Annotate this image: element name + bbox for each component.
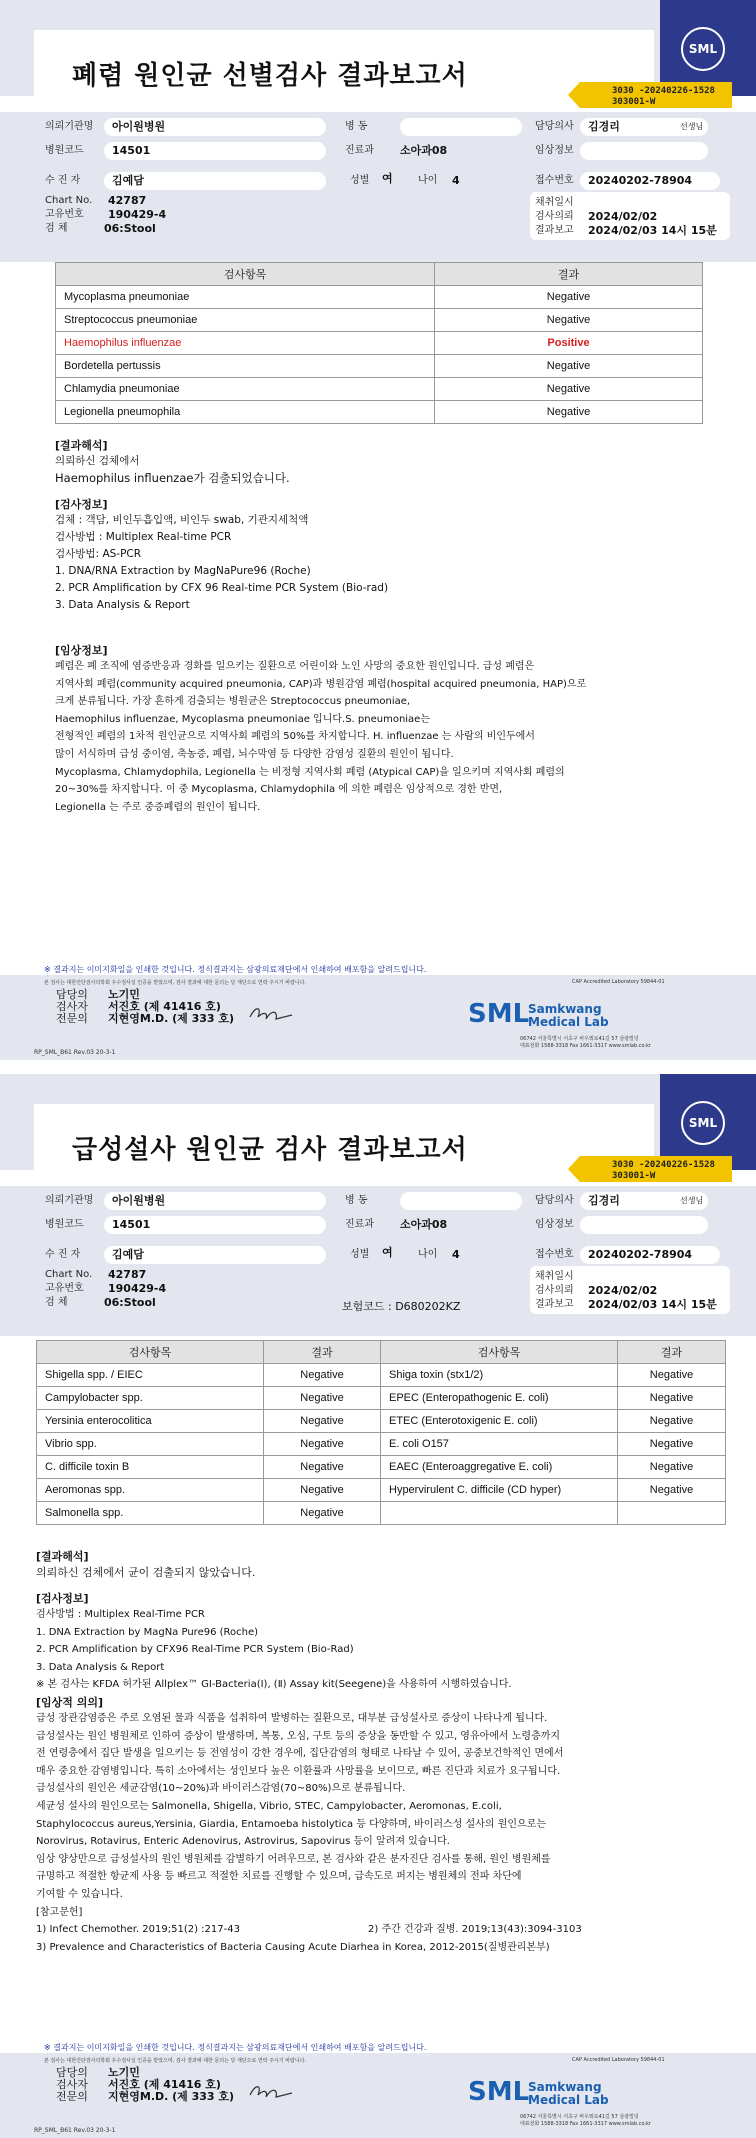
doctor-value: 김경리 <box>580 1192 708 1210</box>
patient-info-panel: 의뢰기관명 아이원병원 병 동 담당의사 김경리 선생님 병원코드 14501 진료과 소아과08 임상정보 수 진 자 김예담 성별 여 나이 4 접수번호 20240202-78904 Chart No. 42787 고유번호 190429-4 검 체 06:Stool 보험코드 : D680202KZ 채취일시 검사의뢰 2024/02/02 결과보고 2024/02/03 14시 15분 <box>0 1186 756 1336</box>
report-page-1 <box>0 0 756 1060</box>
chart-value: 42787 <box>108 1268 147 1281</box>
table-row: Bordetella pertussis Negative <box>56 355 703 378</box>
ward-value <box>400 118 522 136</box>
table-row: Salmonella spp. Negative <box>37 1502 726 1525</box>
table-row: Legionella pneumophila Negative <box>56 401 703 424</box>
sml-logo-icon: SML <box>681 27 725 71</box>
sex-value: 여 <box>382 1246 393 1259</box>
table-row: Aeromonas spp. Negative Hypervirulent C. difficile (CD hyper) Negative <box>37 1479 726 1502</box>
result-table <box>36 1340 726 1525</box>
unique-value: 190429-4 <box>108 208 167 221</box>
report-code-badge: 3030 -20240226-1528 303001-W <box>580 1156 732 1182</box>
dept-value: 소아과08 <box>400 1218 448 1231</box>
hospcode-value: 14501 <box>104 142 326 160</box>
table-row: Streptococcus pneumoniae Negative <box>56 309 703 332</box>
age-value: 4 <box>452 174 460 187</box>
table-row: Mycoplasma pneumoniae Negative <box>56 286 703 309</box>
signature-icon <box>246 1003 296 1025</box>
test-info-section: [검사정보] 검사방법 : Multiplex Real-Time PCR 1. DNA Extraction by MagNa Pure96 (Roche) 2. PCR Amplification by CFX96 Real-Time PCR System (Bio-Rad) 3. Data Analysis & Report ※ 본 검사는 KFDA 허가된 Allplex™ GI-Bacteria(Ⅰ), (Ⅱ) Assay kit(Seegene)을 사용하여 시행하였습니다. [임상적 의의] 급성 장관감염증은 주로 오염된 물과 식품을 섭취하여 발병하는 질환으로, 대부분 급성설사로 증상이 나타나게 됩니다. 급성설사는 원인 병원체로 인하여 증상이 발생하며, 복통, 오심, 구토 등의 증상을 동반할 수 있고, 영유아에서 노령층까지 전 연령층에서 집단 발생을 일으키는 등 전염성이 강한 경우에, 집단감염의 형태로 나타날 수 있어, 공중보건학적인 면에서 매우 중요한 감염병입니다. 특히 소아에서는 성인보다 높은 이환률과 사망률을 보이므로, 빠른 진단과 치료가 요구됩니다. 급성설사의 원인은 세균감염(10~20%)과 바이러스감염(70~80%)으로 분류됩니다. 세균성 설사의 원인으로는 Salmonella, Shigella, Vibrio, STEC, Campylobacter, Aeromonas, E.coli, Staphylococcus aureus,Yersinia, Giardia, Entamoeba histolytica 등 다양하며, 바이러스성 설사의 원인으로는 Norovirus, Rotavirus, Enteric Adenovirus, Astrovirus, Sapovirus 등이 알려져 있습니다. 임상 양상만으로 급성설사의 원인 병원체를 감별하기 어려우므로, 본 검사와 같은 분자진단 검사를 통해, 원인 병원체를 규명하고 적절한 항균제 사용 등 빠르고 적절한 치료를 진행할 수 있으며, 급속도로 퍼지는 병원체의 전파 차단에 기여할 수 있습니다. [참고문헌] 1) Infect Chemother. 2019;51(2) :217-43 2) 주간 건강과 질병. 2019;13(43):3094-3103 3) Prevalence and Characteristics of Bacteria Causing Acute Diarhea in Korea, 2012-2015(질병관리본부) <box>36 1592 582 1953</box>
insurance-code: 보험코드 : D680202KZ <box>342 1300 461 1313</box>
receiver-value: 김예담 <box>104 1246 326 1264</box>
age-value: 4 <box>452 1248 460 1261</box>
receipt-value: 20240202-78904 <box>580 1246 720 1264</box>
table-header-row: 검사항목 결과 검사항목 결과 <box>37 1341 726 1364</box>
report-page-2 <box>0 1074 756 2138</box>
report-title: 폐렴 원인균 선별검사 결과보고서 <box>72 61 468 91</box>
unique-value: 190429-4 <box>108 1282 167 1295</box>
report-date: 2024/02/03 14시 15분 <box>588 1298 717 1311</box>
report-footer: 본 검사는 대한진단검사의학회 우수검사실 인증을 받았으며, 검사 결과에 대한 문의는 당 재단으로 연락 주시기 바랍니다. CAP Accredited Laboratory 59844-01 담당의 노기민 검사자 서진호 (제 41416 호) 전문의 지현영M.D. (제 333 호) SML Samkwang Medical Lab 06742 서울특별시 서초구 바우뫼로41길 57 삼광빌딩 대표전화 1588-3318 Fax 1661-3317 www.smlab.co.kr RP_SML_B61 Rev.03 20-3-1 <box>0 2053 756 2138</box>
table-row-positive: Haemophilus influenzae Positive <box>56 332 703 355</box>
test-info-section: [검사정보] 검체 : 객담, 비인두흡입액, 비인두 swab, 기관지세척액 검사방법 : Multiplex Real-time PCR 검사방법: AS-PCR 1. DNA/RNA Extraction by MagNaPure96 (Roche) 2. PCR Amplification by CFX 96 Real-time PCR System (Bio-rad) 3. Data Analysis & Report <box>55 498 389 611</box>
sml-footer-logo: SML <box>468 2077 530 2107</box>
column-header-result: 결과 <box>435 263 703 286</box>
table-header-row <box>56 263 703 286</box>
receiver-value: 김예담 <box>104 172 326 190</box>
request-date: 2024/02/02 <box>588 210 658 223</box>
table-row: Shigella spp. / EIEC Negative Shiga toxin (stx1/2) Negative <box>37 1364 726 1387</box>
clinical-value <box>580 1216 708 1234</box>
doctor-value: 김경리 <box>580 118 708 136</box>
result-table <box>55 262 703 424</box>
table-row: Campylobacter spp. Negative EPEC (Enteropathogenic E. coli) Negative <box>37 1387 726 1410</box>
request-date: 2024/02/02 <box>588 1284 658 1297</box>
interpretation-section: [결과해석] 의뢰하신 검체에서 균이 검출되지 않았습니다. <box>36 1550 256 1579</box>
dept-value: 소아과08 <box>400 144 448 157</box>
report-footer: 본 검사는 대한진단검사의학회 우수검사실 인증을 받았으며, 검사 결과에 대한 문의는 당 재단으로 연락 주시기 바랍니다. CAP Accredited Laboratory 59844-01 담당의 노기민 검사자 서진호 (제 41416 호) 전문의 지현영M.D. (제 333 호) SML Samkwang Medical Lab 06742 서울특별시 서초구 바우뫼로41길 57 삼광빌딩 대표전화 1588-3318 Fax 1661-3317 www.smlab.co.kr RP_SML_B61 Rev.03 20-3-1 <box>0 975 756 1060</box>
interpretation-section: [결과해석] 의뢰하신 검체에서 Haemophilus influenzae가 검출되었습니다. <box>55 439 290 485</box>
specimen-value: 06:Stool <box>104 1296 156 1309</box>
receipt-value: 20240202-78904 <box>580 172 720 190</box>
column-header-item: 검사항목 <box>56 263 435 286</box>
footer-note: ※ 결과지는 이미지화일을 인쇄한 것입니다. 정식결과지는 삼광의료재단에서 인쇄하여 배포함을 알려드립니다. <box>44 2043 427 2052</box>
report-title: 급성설사 원인균 검사 결과보고서 <box>72 1135 468 1165</box>
signature-icon <box>246 2081 296 2103</box>
sml-logo-icon: SML <box>681 1101 725 1145</box>
org-value: 아이원병원 <box>104 1192 326 1210</box>
report-code-badge: 3030 -20240226-1528 303001-W <box>580 82 732 108</box>
sml-footer-logo: SML <box>468 999 530 1029</box>
table-row: Vibrio spp. Negative E. coli O157 Negative <box>37 1433 726 1456</box>
patient-info-panel: 의뢰기관명 아이원병원 병 동 담당의사 김경리 선생님 병원코드 14501 진료과 소아과08 임상정보 수 진 자 김예담 성별 여 나이 4 접수번호 20240202-78904 Chart No. 42787 고유번호 190429-4 검 체 06:Stool 채취일시 검사의뢰 2024/02/02 결과보고 2024/02/03 14시 15분 <box>0 112 756 262</box>
ward-value <box>400 1192 522 1210</box>
org-value: 아이원병원 <box>104 118 326 136</box>
table-row: C. difficile toxin B Negative EAEC (Enteroaggregative E. coli) Negative <box>37 1456 726 1479</box>
chart-value: 42787 <box>108 194 147 207</box>
table-row: Yersinia enterocolitica Negative ETEC (Enterotoxigenic E. coli) Negative <box>37 1410 726 1433</box>
report-date: 2024/02/03 14시 15분 <box>588 224 717 237</box>
specimen-value: 06:Stool <box>104 222 156 235</box>
hospcode-value: 14501 <box>104 1216 326 1234</box>
clinical-info-section: [임상정보] 폐렴은 폐 조직에 염증반응과 경화를 일으키는 질환으로 어린이와 노인 사망의 중요한 원인입니다. 급성 폐렴은 지역사회 폐렴(community acquired pneumonia, CAP)과 병원감염 폐렴(hospital acquired pneumonia, HAP)으로 크게 분류됩니다. 가장 흔하게 검출되는 병원균은 Streptococcus pneumoniae, Haemophilus influenzae, Mycoplasma pneumoniae 입니다.S. pneumoniae는 전형적인 폐렴의 1차적 원인균으로 지역사회 폐렴의 50%를 차지합니다. H. influenzae 는 사람의 비인두에서 많이 서식하며 급성 중이염, 축농증, 폐렴, 뇌수막염 등 다양한 감염성 질환의 원인이 됩니다. Mycoplasma, Chlamydophila, Legionella 는 비정형 지역사회 폐렴 (Atypical CAP)을 일으키며 지역사회 폐렴의 20~30%를 차지합니다. 이 중 Mycoplasma, Chlamydophila 에 의한 폐렴은 임상적으로 경한 반면, Legionella 는 주로 중증폐렴의 원인이 됩니다. <box>55 644 587 813</box>
table-row: Chlamydia pneumoniae Negative <box>56 378 703 401</box>
sex-value: 여 <box>382 172 393 185</box>
footer-note: ※ 결과지는 이미지화일을 인쇄한 것입니다. 정식결과지는 삼광의료재단에서 인쇄하여 배포함을 알려드립니다. <box>44 965 427 974</box>
clinical-value <box>580 142 708 160</box>
